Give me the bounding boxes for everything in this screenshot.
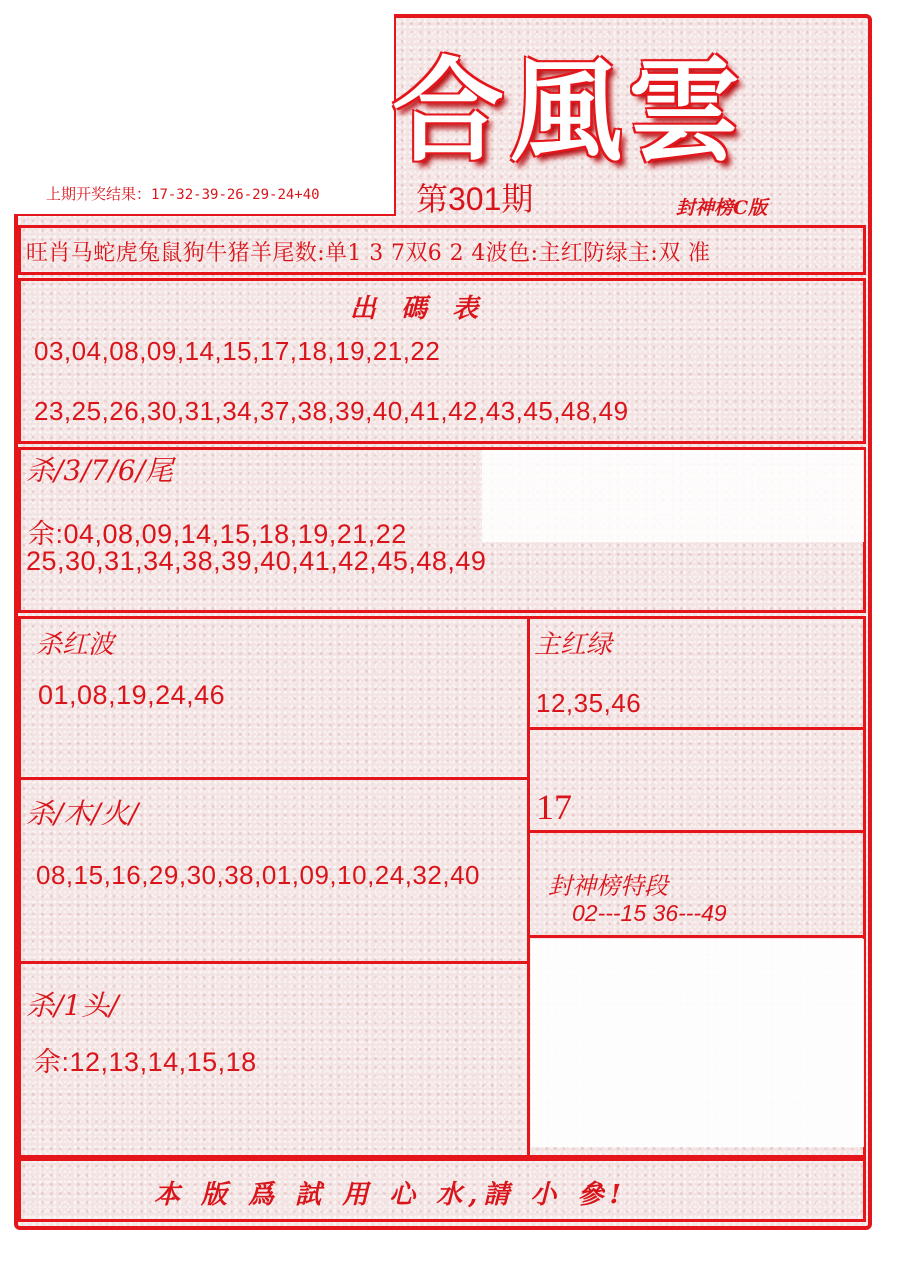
kill-tail-rest-2: 25,30,31,34,38,39,40,41,42,45,48,49 bbox=[26, 546, 487, 576]
masthead-title: 合風雲 bbox=[392, 46, 746, 177]
last-result bbox=[46, 183, 320, 204]
footer-note: 本 版 爲 試 用 心 水,請 小 參! bbox=[154, 1180, 627, 1210]
main-red-green-numbers: 12,35,46 bbox=[536, 688, 642, 718]
kill-wood-fire-title: 杀/木/火/ bbox=[26, 797, 139, 830]
code-table-row-1: 03,04,08,09,14,15,17,18,19,21,22 bbox=[34, 336, 441, 366]
main-red-green-title: 主红绿 bbox=[534, 630, 613, 660]
right-blank-panel bbox=[531, 939, 864, 1147]
kill-head-rest: 余:12,13,14,15,18 bbox=[34, 1047, 257, 1077]
predict-line: 旺肖马蛇虎兔鼠狗牛猪羊尾数:单1 3 7双6 2 4波色:主红防绿主:双 准 bbox=[26, 241, 711, 266]
kill-red-numbers: 01,08,19,24,46 bbox=[38, 680, 226, 710]
edition-label: 封神榜C版 bbox=[676, 197, 768, 219]
code-table-title: 出 碼 表 bbox=[350, 294, 487, 324]
kill-tail-rest-1: 余:04,08,09,14,15,18,19,21,22 bbox=[28, 519, 407, 549]
issue-number: 第301期 bbox=[416, 181, 534, 217]
kill-tail-title: 杀/3/7/6/尾 bbox=[26, 454, 174, 487]
code-table-row-2: 23,25,26,30,31,34,37,38,39,40,41,42,43,45,48,49 bbox=[34, 396, 629, 426]
single-number: 17 bbox=[536, 787, 572, 827]
last-result-label: 上期开奖结果： bbox=[46, 185, 152, 203]
special-segment-range: 02---15 36---49 bbox=[572, 900, 727, 926]
special-segment-title: 封神榜特段 bbox=[548, 872, 668, 900]
kill-red-title: 杀红波 bbox=[36, 630, 115, 660]
last-result-value: 17-32-39-26-29-24+40 bbox=[151, 187, 320, 203]
kill-head-title: 杀/1头/ bbox=[26, 989, 119, 1022]
kill-tail-blank-panel bbox=[482, 450, 864, 542]
kill-wood-fire-numbers: 08,15,16,29,30,38,01,09,10,24,32,40 bbox=[36, 860, 480, 890]
single-number-box bbox=[527, 727, 866, 833]
